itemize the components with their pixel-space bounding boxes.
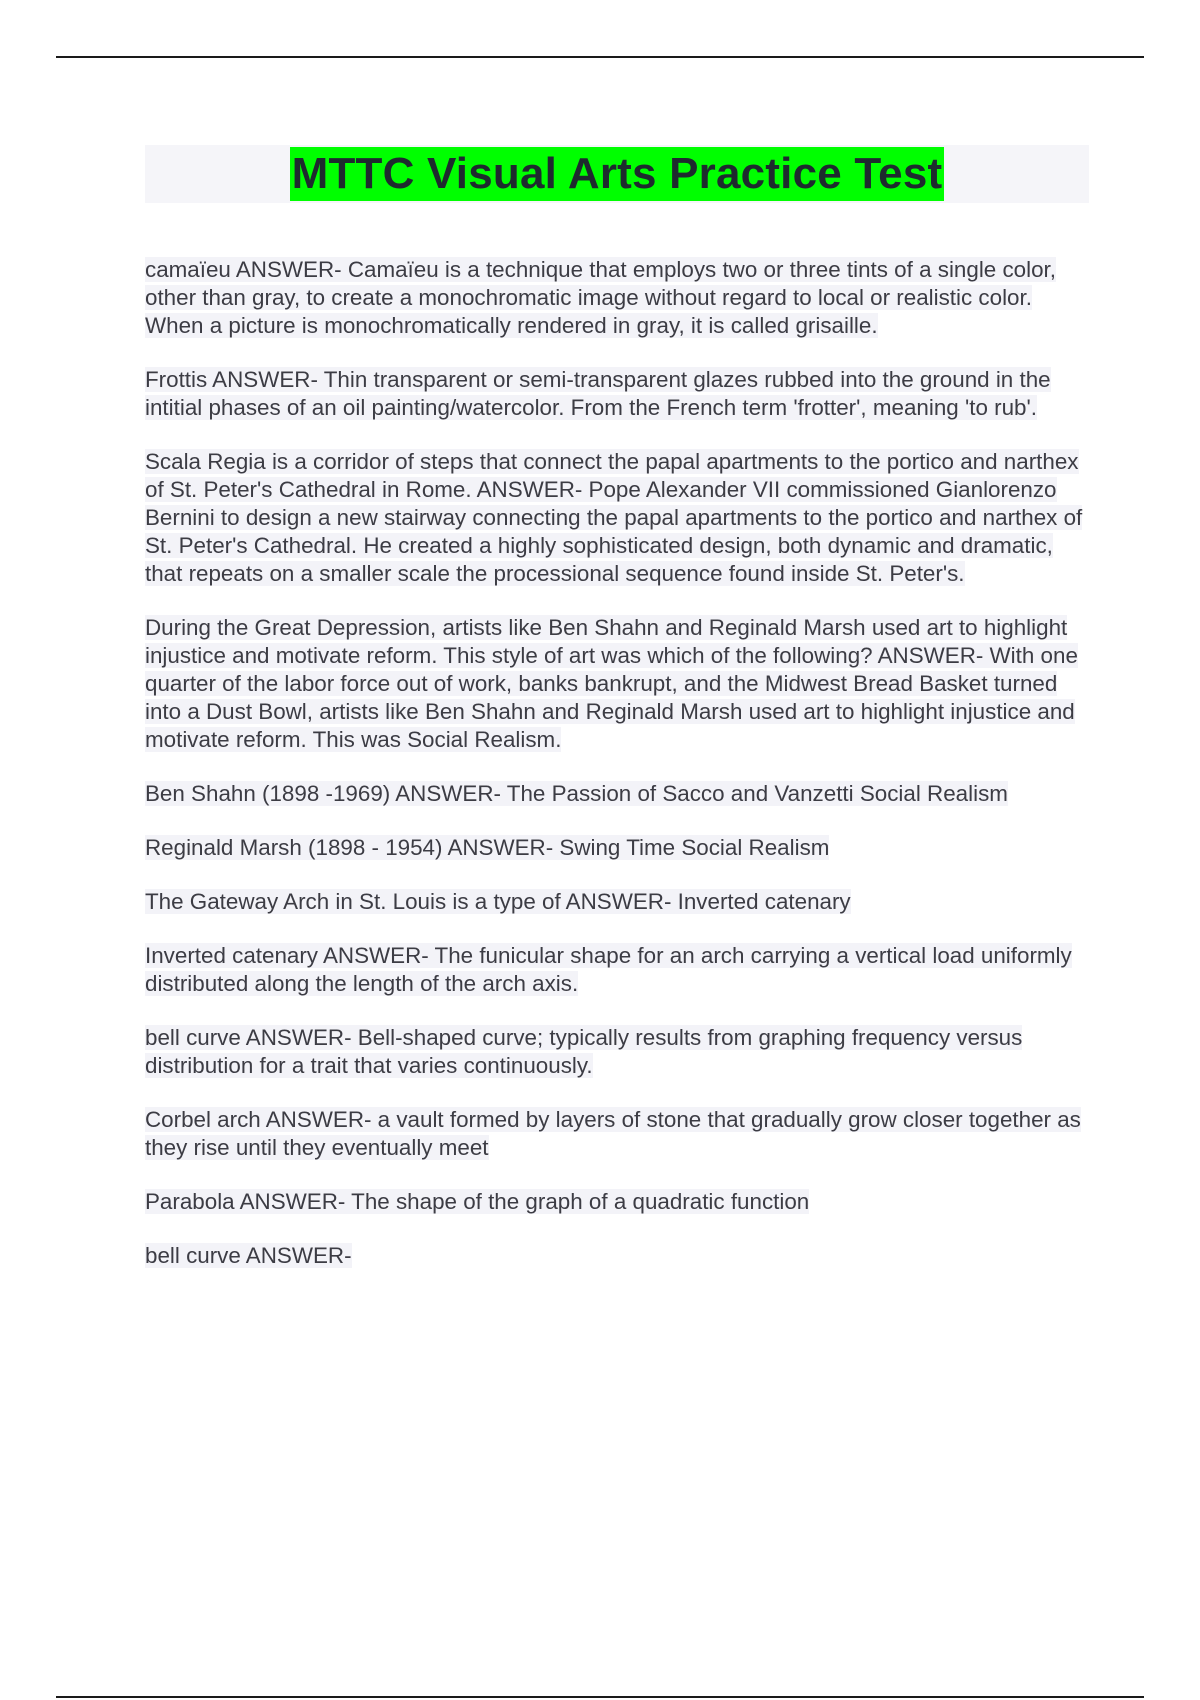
qa-entry-inverted-catenary — [145, 942, 1095, 998]
qa-entry-frottis — [145, 366, 1095, 422]
qa-entry-text: Parabola ANSWER- The shape of the graph of a quadratic function — [145, 1189, 810, 1214]
qa-entry-scala-regia — [145, 448, 1095, 588]
qa-entry-camaieu — [145, 256, 1095, 340]
qa-entry-parabola — [145, 1188, 1095, 1216]
qa-entry-great-depression — [145, 614, 1095, 754]
qa-entry-text: Scala Regia is a corridor of steps that connect the papal apartments to the portico and narthex of St. Peter's Cathedral in Rome. ANSWER- Pope Alexander VII commissioned Gianlorenzo Bernini to design a new stairway connecting the papal apartments to the portico and narthex of St. Peter's Cathedral. He created a highly sophisticated design, both dynamic and dramatic, that repeats on a smaller scale the processional sequence found inside St. Peter's. — [145, 449, 1083, 586]
qa-entry-text: camaïeu ANSWER- Camaïeu is a technique that employs two or three tints of a single color, other than gray, to create a monochromatic image without regard to local or realistic color. When a picture is monochromatically rendered in gray, it is called grisaille. — [145, 257, 1056, 338]
qa-entry-reginald-marsh — [145, 834, 1095, 862]
qa-entry-text: During the Great Depression, artists like Ben Shahn and Reginald Marsh used art to highlight injustice and motivate reform. This style of art was which of the following? ANSWER- With one quarter of the labor force out of work, banks bankrupt, and the Midwest Bread Basket turned into a Dust Bowl, artists like Ben Shahn and Reginald Marsh used art to highlight injustice and motivate reform. This was Social Realism. — [145, 615, 1078, 752]
qa-entry-gateway-arch — [145, 888, 1095, 916]
qa-entry-text: The Gateway Arch in St. Louis is a type of ANSWER- Inverted catenary — [145, 889, 851, 914]
document-body — [145, 256, 1095, 1296]
qa-entry-text: bell curve ANSWER- — [145, 1243, 352, 1268]
title-band — [145, 145, 1089, 203]
qa-entry-text: Reginald Marsh (1898 - 1954) ANSWER- Swing Time Social Realism — [145, 835, 830, 860]
qa-entry-text: bell curve ANSWER- Bell-shaped curve; typically results from graphing frequency versus distribution for a trait that varies continuously. — [145, 1025, 1023, 1078]
qa-entry-ben-shahn — [145, 780, 1095, 808]
qa-entry-text: Corbel arch ANSWER- a vault formed by layers of stone that gradually grow closer together as they rise until they eventually meet — [145, 1107, 1081, 1160]
bottom-rule — [56, 1696, 1144, 1698]
qa-entry-corbel-arch — [145, 1106, 1095, 1162]
qa-entry-bell-curve — [145, 1024, 1095, 1080]
qa-entry-text: Frottis ANSWER- Thin transparent or semi-transparent glazes rubbed into the ground in the intitial phases of an oil painting/watercolor. From the French term 'frotter', meaning 'to rub'. — [145, 367, 1051, 420]
top-rule — [56, 56, 1144, 58]
document-title: MTTC Visual Arts Practice Test — [290, 147, 945, 201]
qa-entry-text: Ben Shahn (1898 -1969) ANSWER- The Passion of Sacco and Vanzetti Social Realism — [145, 781, 1008, 806]
qa-entry-bell-curve-2 — [145, 1242, 1095, 1270]
qa-entry-text: Inverted catenary ANSWER- The funicular shape for an arch carrying a vertical load uniformly distributed along the length of the arch axis. — [145, 943, 1072, 996]
